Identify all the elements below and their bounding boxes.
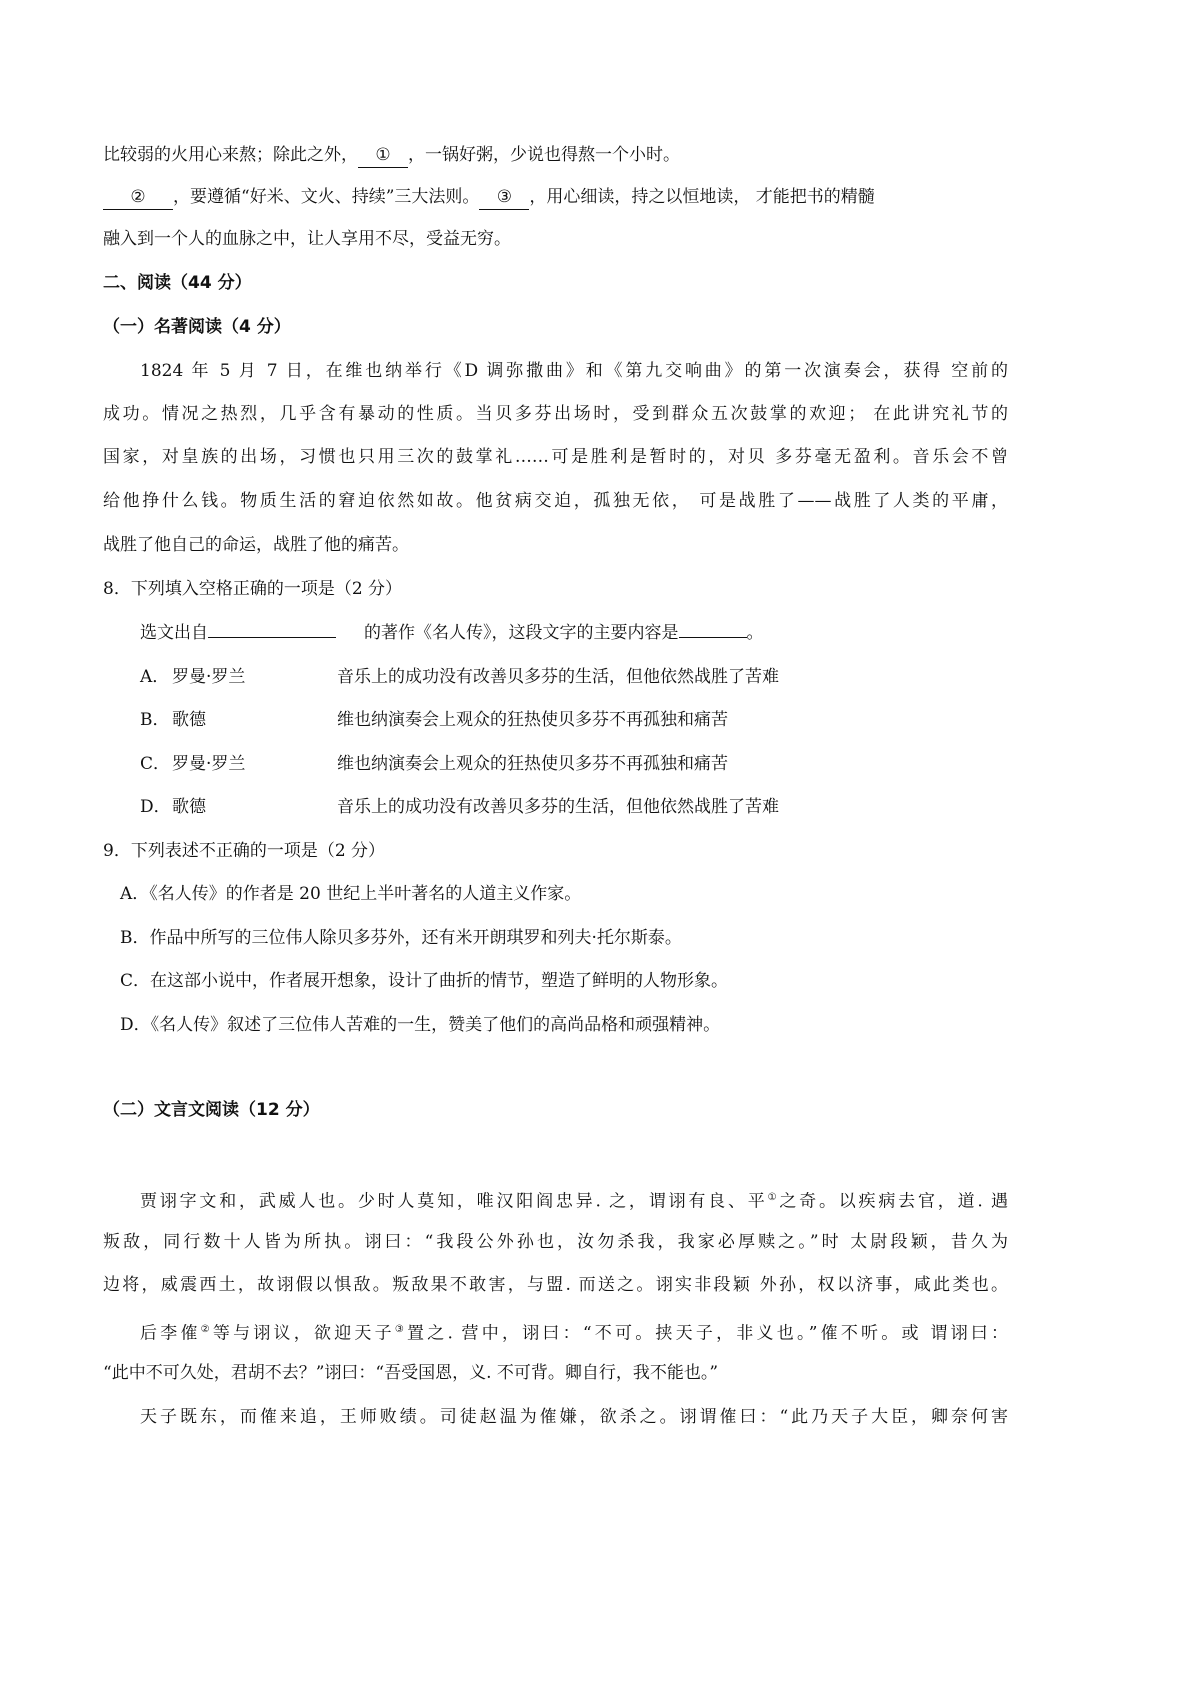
passage-line: 天子既东，而傕来追，王师败绩。司徒赵温为傕嫌，欲杀之。诩谓傕曰：“此乃天子大臣，卿奈何害 [140,1407,1008,1427]
passage-line: 成功。情况之热烈，几乎含有暴动的性质。当贝多芬出场时，受到群众五次鼓掌的欢迎； 在此讲究礼节的 [103,404,1008,424]
text: ，要遵循“好米、文火、持续”三大法则。 [173,187,480,207]
text: 比较弱的火用心来熬；除此之外， [103,145,358,165]
blank-content [679,637,747,638]
question-9-option-b: B．作品中所写的三位伟人除贝多芬外，还有米开朗琪罗和列夫·托尔斯泰。 [120,928,682,948]
passage-line [140,1186,1008,1214]
section-heading: 二、阅读（44 分） [103,273,252,293]
question-9-option-a: A．《名人传》的作者是 20 世纪上半叶著名的人道主义作家。 [120,884,582,904]
text: 后李傕 [140,1323,201,1344]
subsection-heading: （一）名著阅读（4 分） [103,317,291,337]
option-letter: B． [140,710,170,730]
text: 选文出自 [140,623,208,643]
blank-3: ③ [479,185,529,210]
question-9-stem: 9．下列表述不正确的一项是（2 分） [103,841,386,861]
footnote-marker: ③ [394,1324,408,1335]
text: 置之. 营中，诩曰：“不可。挟天子，非义也。”傕不听。或 谓诩曰： [407,1323,1009,1344]
text: 之奇。以疾病去官，道. 遇 [779,1191,1009,1212]
passage-line: 给他挣什么钱。物质生活的窘迫依然如故。他贫病交迫，孤独无依， 可是战胜了——战胜了人类的平庸， [103,491,1008,511]
text-line: 融入到一个人的血脉之中，让人享用不尽，受益无穷。 [103,229,511,249]
passage-line: “此中不可久处，君胡不去？”诩曰：“吾受国恩，义. 不可背。卿自行，我不能也。” [103,1363,719,1383]
footnote-marker: ② [200,1324,213,1335]
option-author: 歌德 [172,797,206,817]
option-content: 音乐上的成功没有改善贝多芬的生活，但他依然战胜了苦难 [337,797,779,817]
option-content: 维也纳演奏会上观众的狂热使贝多芬不再孤独和痛苦 [337,754,728,774]
option-content: 音乐上的成功没有改善贝多芬的生活，但他依然战胜了苦难 [337,667,779,687]
question-8-fill [140,621,1008,645]
passage-line: 边将，威震西土，故诩假以惧敌。叛敌果不敢害，与盟. 而送之。诩实非段颖 外孙，权以济事，咸此类也。 [103,1275,1008,1295]
question-8-stem: 8．下列填入空格正确的一项是（2 分） [103,579,403,599]
option-letter: D． [140,797,171,817]
option-content: 维也纳演奏会上观众的狂热使贝多芬不再孤独和痛苦 [337,710,728,730]
option-author: 罗曼·罗兰 [172,754,246,774]
text-line [103,185,1008,210]
blank-1: ① [358,143,408,168]
option-author: 歌德 [172,710,206,730]
option-letter: C． [140,754,171,774]
text-line [103,143,1008,168]
passage-line: 1824 年 5 月 7 日，在维也纳举行《D 调弥撒曲》和《第九交响曲》的第一次演奏会，获得 空前的 [140,361,1008,381]
option-letter: A． [140,667,170,687]
footnote-marker: ① [767,1192,780,1203]
text: ，一锅好粥，少说也得熬一个小时。 [408,145,680,165]
blank-2: ② [103,185,173,210]
blank-author [208,637,336,638]
question-9-option-c: C．在这部小说中，作者展开想象，设计了曲折的情节，塑造了鲜明的人物形象。 [120,971,729,991]
text: 等与诩议，欲迎天子 [212,1323,395,1344]
question-9-option-d: D．《名人传》叙述了三位伟人苦难的一生，赞美了他们的高尚品格和顽强精神。 [120,1015,721,1035]
passage-line: 叛敌，同行数十人皆为所执。诩曰：“我段公外孙也，汝勿杀我，我家必厚赎之。”时 太尉段颖，昔久为 [103,1232,1008,1252]
subsection-heading: （二）文言文阅读（12 分） [103,1100,320,1120]
text: ，用心细读，持之以恒地读， 才能把书的精髓 [529,187,875,207]
passage-line [140,1318,1008,1346]
text: 贾诩字文和，武威人也。少时人莫知，唯汉阳阎忠异. 之，谓诩有良、平 [140,1191,768,1212]
text: 。 [746,623,764,643]
passage-line: 国家，对皇族的出场，习惯也只用三次的鼓掌礼……可是胜利是暂时的，对贝 多芬毫无盈利。音乐会不曾 [103,447,1008,467]
option-author: 罗曼·罗兰 [172,667,246,687]
passage-line: 战胜了他自己的命运，战胜了他的痛苦。 [103,535,409,555]
text: 的著作《名人传》，这段文字的主要内容是 [364,623,679,643]
